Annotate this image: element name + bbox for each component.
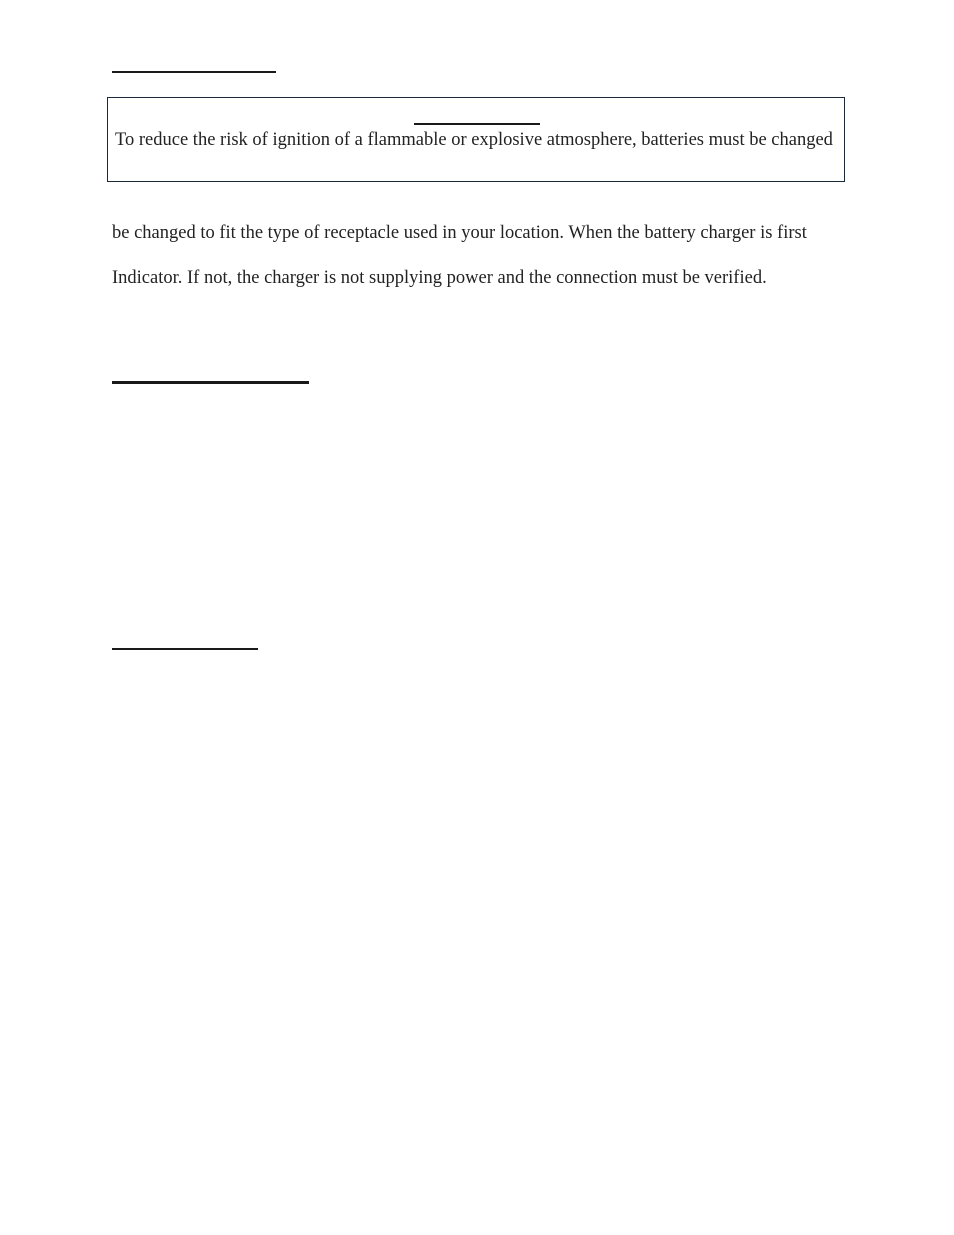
body-text-line: Indicator. If not, the charger is not supplying power and the connection must be verified. (112, 268, 767, 288)
section-heading-underline (112, 381, 309, 384)
warning-title-underline (414, 123, 540, 125)
section-heading-underline (112, 71, 276, 73)
warning-box (107, 97, 845, 182)
body-text-line: be changed to fit the type of receptacle used in your location. When the battery charger is first (112, 223, 807, 243)
warning-text: To reduce the risk of ignition of a flammable or explosive atmosphere, batteries must be changed (115, 130, 833, 150)
section-heading-underline (112, 648, 258, 650)
